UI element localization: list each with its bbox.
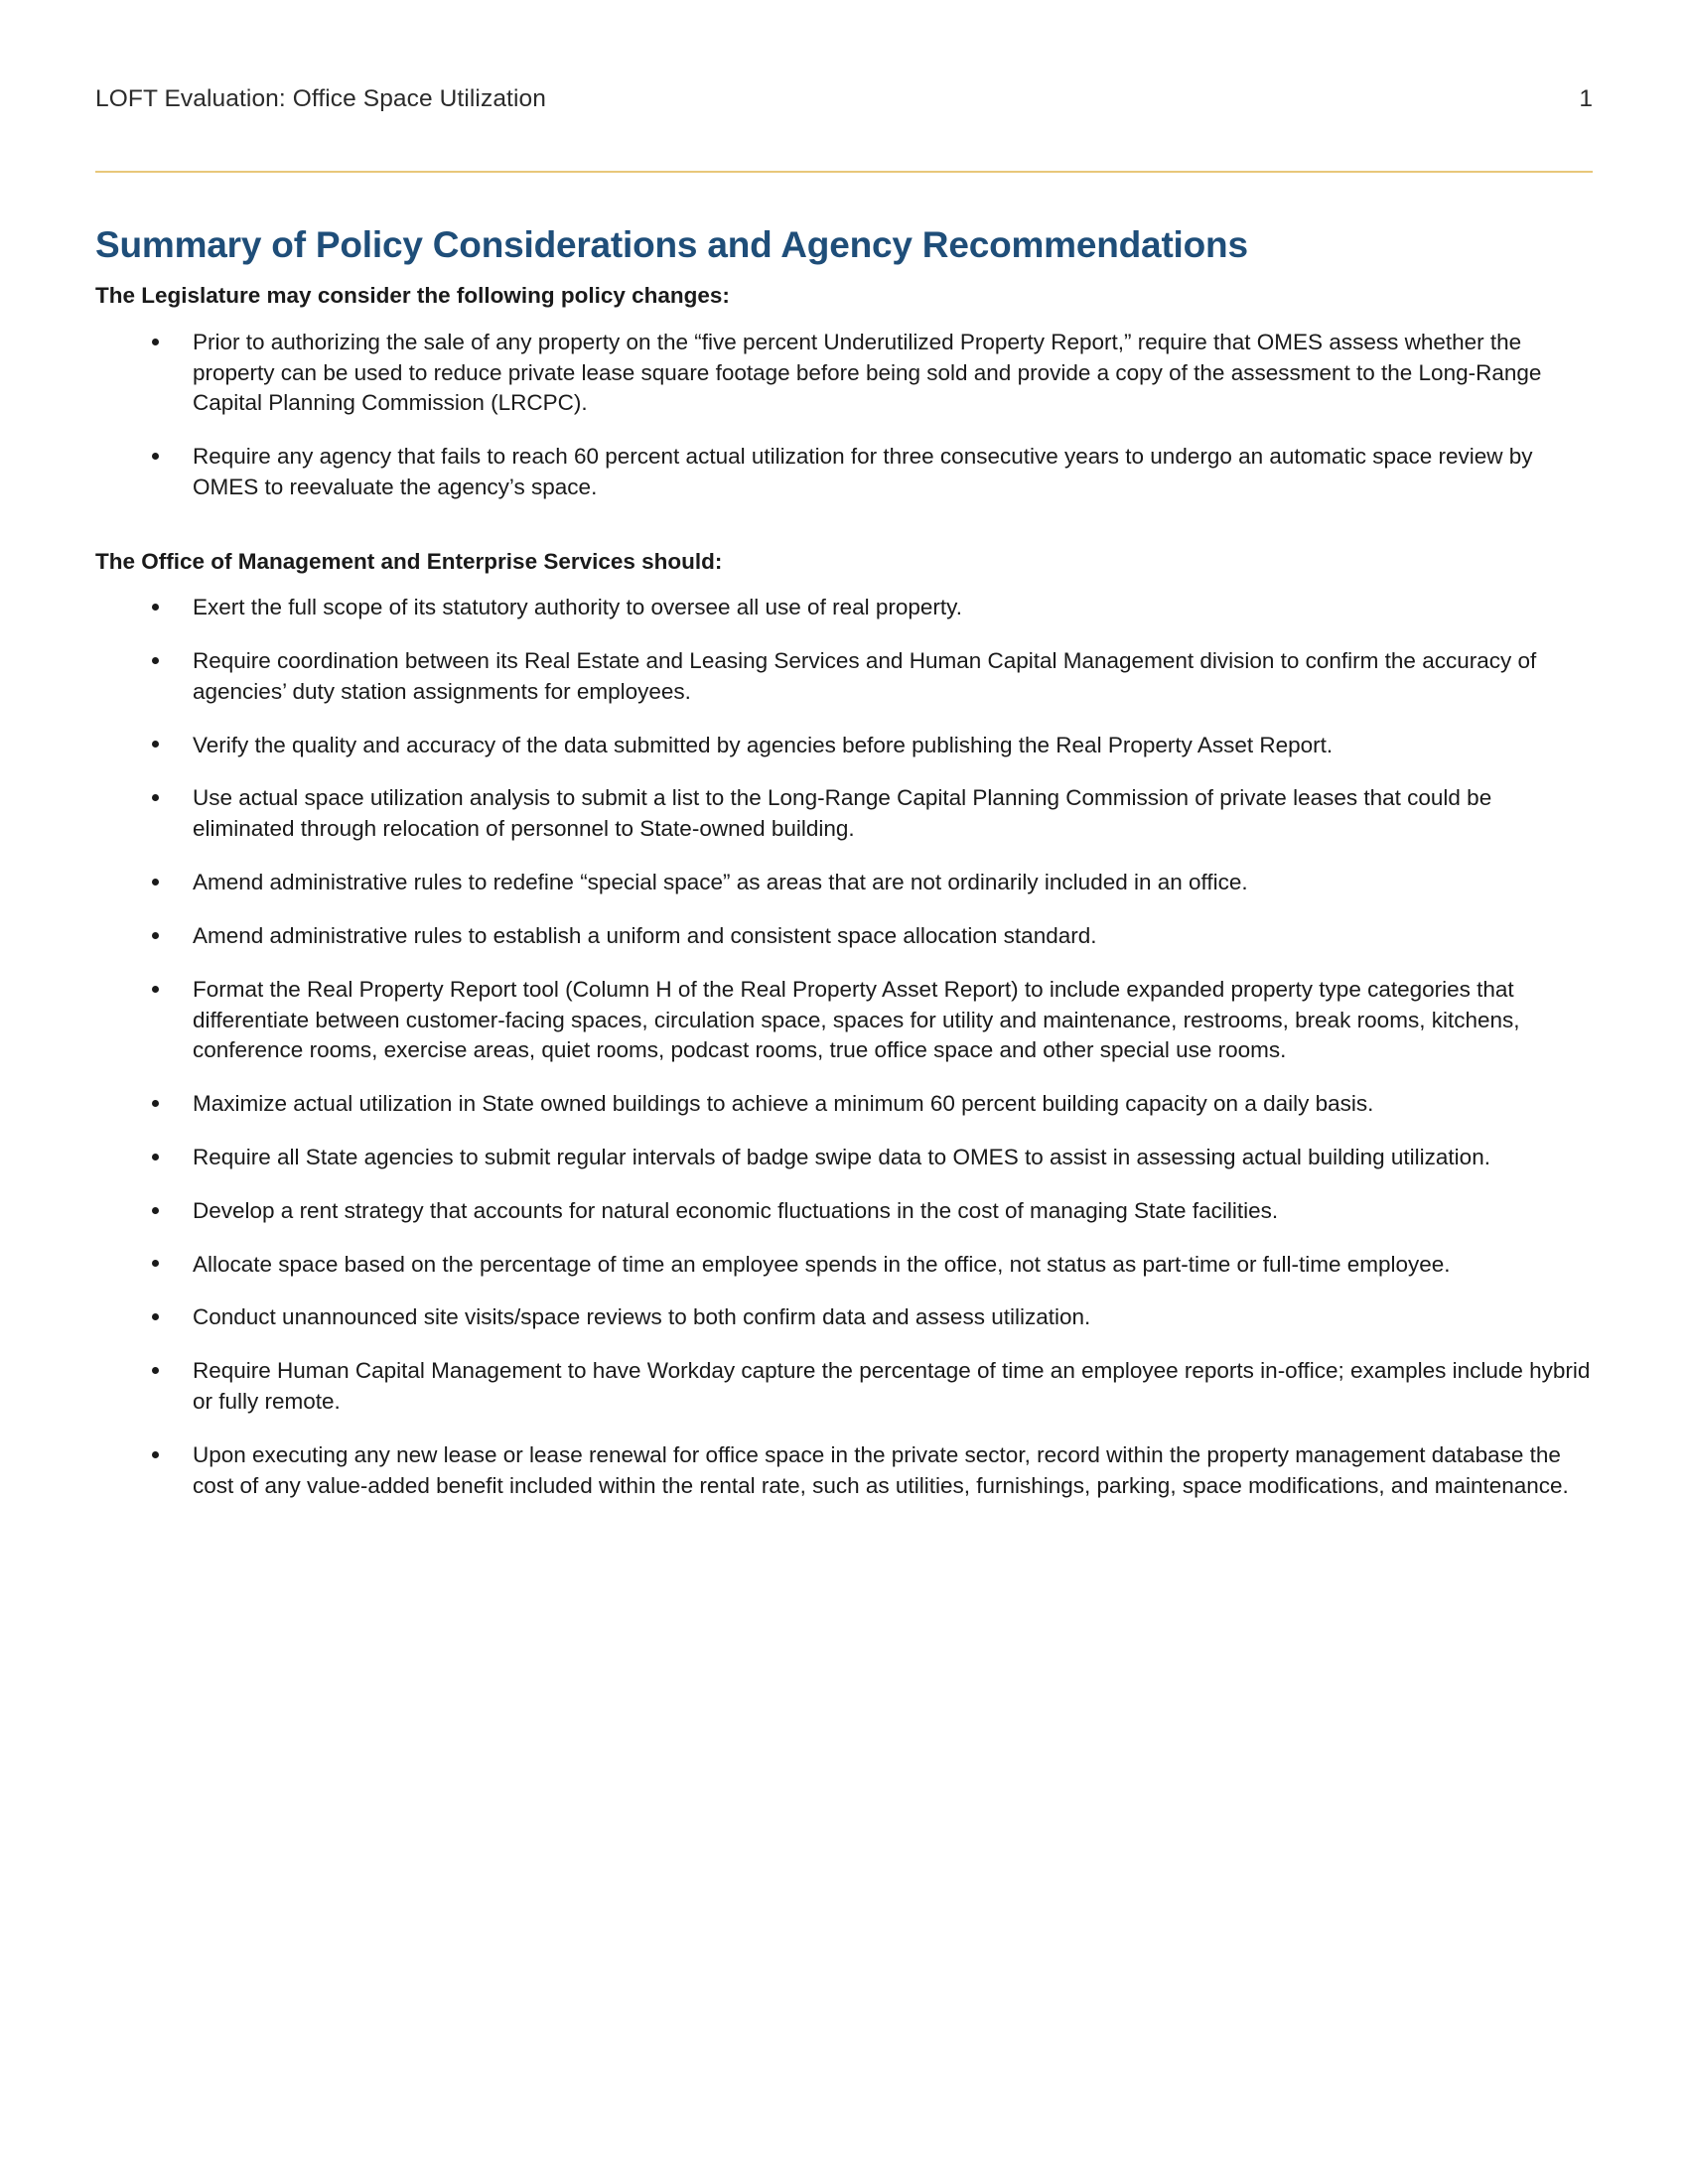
list-item-text: Conduct unannounced site visits/space reviews to both confirm data and assess utilization. bbox=[193, 1304, 1091, 1330]
bullet-dot-icon bbox=[152, 932, 159, 939]
section-heading-legislature: The Legislature may consider the following policy changes: bbox=[95, 283, 730, 309]
list-item bbox=[95, 1089, 1593, 1120]
list-item bbox=[95, 1143, 1593, 1173]
bullet-dot-icon bbox=[152, 794, 159, 801]
list-item-text: Develop a rent strategy that accounts for natural economic fluctuations in the cost of managing State facilities. bbox=[193, 1197, 1279, 1223]
bullet-list-omes bbox=[95, 593, 1593, 1501]
list-item-text: Require all State agencies to submit regular intervals of badge swipe data to OMES to assist in assessing actual building utilization. bbox=[193, 1144, 1490, 1169]
section-heading-omes: The Office of Management and Enterprise Services should: bbox=[95, 548, 723, 574]
list-item bbox=[95, 1302, 1593, 1333]
bullet-dot-icon bbox=[152, 657, 159, 664]
bullet-list-legislature bbox=[95, 328, 1593, 503]
list-item-text: Prior to authorizing the sale of any property on the “five percent Underutilized Property Report,” require that OMES assess whether the property can be used to reduce private lease square footage before being sold and provide a copy of the assessment to the Long-Range Capital Planning Commission (LRCPC). bbox=[193, 329, 1542, 416]
list-item-text: Require coordination between its Real Estate and Leasing Services and Human Capital Management division to confirm the accuracy of agencies’ duty station assignments for employees. bbox=[193, 648, 1537, 704]
list-item bbox=[95, 646, 1593, 708]
bullet-dot-icon bbox=[152, 1451, 159, 1458]
list-item bbox=[95, 1196, 1593, 1227]
list-item-text: Amend administrative rules to redefine “special space” as areas that are not ordinarily included in an office. bbox=[193, 870, 1248, 895]
list-item-text: Maximize actual utilization in State owned buildings to achieve a minimum 60 percent building capacity on a daily basis. bbox=[193, 1091, 1374, 1117]
list-item-text: Format the Real Property Report tool (Column H of the Real Property Asset Report) to include expanded property type categories that differentiate between customer-facing spaces, circulation space, spaces for utility and maintenance, restrooms, break rooms, kitchens, conference rooms, exercise areas, quiet rooms, podcast rooms, true office space and other special use rooms. bbox=[193, 976, 1520, 1063]
list-item-text: Exert the full scope of its statutory authority to oversee all use of real property. bbox=[193, 595, 962, 620]
bullet-dot-icon bbox=[152, 339, 159, 345]
bullet-dot-icon bbox=[152, 604, 159, 611]
list-item-text: Use actual space utilization analysis to submit a list to the Long-Range Capital Planning Commission of private leases that could be eliminated through relocation of personnel to State-owned building. bbox=[193, 785, 1492, 842]
header-divider bbox=[95, 171, 1593, 173]
page-title: Summary of Policy Considerations and Agency Recommendations bbox=[95, 224, 1248, 265]
bullet-dot-icon bbox=[152, 1313, 159, 1320]
list-item bbox=[95, 442, 1593, 503]
bullet-dot-icon bbox=[152, 453, 159, 460]
list-item-text: Amend administrative rules to establish a uniform and consistent space allocation standard. bbox=[193, 922, 1097, 948]
bullet-dot-icon bbox=[152, 1100, 159, 1107]
bullet-dot-icon bbox=[152, 1260, 159, 1267]
list-item bbox=[95, 1356, 1593, 1418]
bullet-dot-icon bbox=[152, 1207, 159, 1214]
document-body bbox=[95, 223, 1593, 1501]
list-item-text: Upon executing any new lease or lease renewal for office space in the private sector, record within the property management database the cost of any value-added benefit included within the rental rate, such as utilities, furnishings, parking, space modifications, and maintenance. bbox=[193, 1441, 1569, 1498]
list-item bbox=[95, 868, 1593, 898]
list-item bbox=[95, 1440, 1593, 1502]
section-spacer bbox=[95, 503, 1593, 547]
page-number: 1 bbox=[1579, 85, 1593, 112]
list-item-text: Require Human Capital Management to have Workday capture the percentage of time an employee reports in-office; examples include hybrid or fully remote. bbox=[193, 1358, 1591, 1415]
header-title: LOFT Evaluation: Office Space Utilization bbox=[95, 85, 546, 112]
list-item bbox=[95, 783, 1593, 845]
list-item bbox=[95, 975, 1593, 1066]
page-header bbox=[95, 85, 1593, 113]
list-item-text: Require any agency that fails to reach 60 percent actual utilization for three consecutive years to undergo an automatic space review by OMES to reevaluate the agency’s space. bbox=[193, 444, 1533, 500]
bullet-dot-icon bbox=[152, 1154, 159, 1160]
list-item bbox=[95, 731, 1593, 761]
list-item-text: Verify the quality and accuracy of the data submitted by agencies before publishing the Real Property Asset Report. bbox=[193, 732, 1334, 757]
list-item bbox=[95, 593, 1593, 623]
bullet-dot-icon bbox=[152, 741, 159, 748]
list-item-text: Allocate space based on the percentage of time an employee spends in the office, not status as part-time or full-time employee. bbox=[193, 1251, 1451, 1277]
bullet-dot-icon bbox=[152, 1367, 159, 1374]
bullet-dot-icon bbox=[152, 879, 159, 886]
bullet-dot-icon bbox=[152, 986, 159, 993]
list-item bbox=[95, 328, 1593, 419]
list-item bbox=[95, 921, 1593, 952]
list-item bbox=[95, 1250, 1593, 1281]
